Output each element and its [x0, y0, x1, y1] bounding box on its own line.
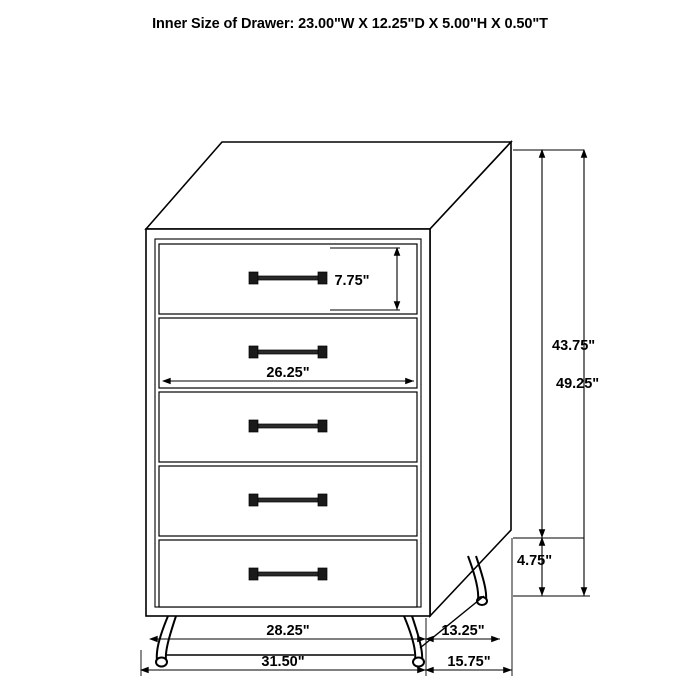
label-front-width: 28.25" [266, 623, 310, 639]
label-drawer-height: 7.75" [334, 273, 370, 289]
label-body-height: 43.75" [552, 338, 596, 354]
label-depth-outer: 15.75" [447, 654, 491, 670]
label-depth-inner: 13.25" [441, 623, 485, 639]
label-base-width: 31.50" [261, 654, 305, 670]
label-drawer-width: 26.25" [266, 365, 310, 381]
dimension-total-height [513, 150, 590, 596]
page-title: Inner Size of Drawer: 23.00"W X 12.25"D X 5.00"H X 0.50"T [152, 16, 548, 32]
label-leg-height: 4.75" [517, 553, 553, 569]
label-total-height: 49.25" [556, 376, 600, 392]
